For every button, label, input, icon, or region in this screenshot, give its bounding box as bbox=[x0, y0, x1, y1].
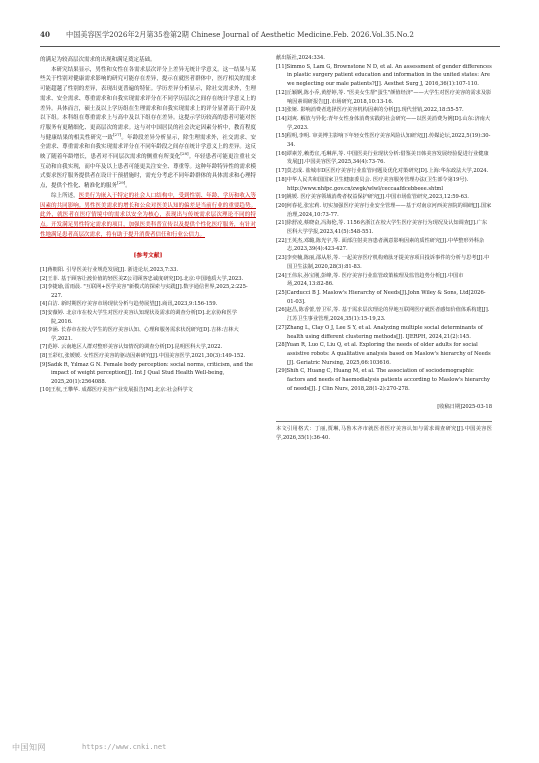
reference-item: [16]谭素芳,赖勇宜,毛琳萍,等. 中国医美行业现状分析:借鉴美日韩美容发展经验促进行业健康发展[J].中国美容医学,2025,34(4):73-76. bbox=[276, 150, 489, 166]
journal-title: 中国美容医学2026年2月第35卷第2期 Chinese Journal of Aesthetic Medicine.Feb. 2026.Vol.35.No.2 bbox=[66, 30, 414, 39]
reference-item: [19]姚媛. 医疗美容领域消费者权益保护研究[J].中国市场监管研究,2023,12:59-63. bbox=[276, 194, 469, 201]
watermark-footer bbox=[12, 742, 532, 756]
reference-item: [25]Carducci B J. Maslow's Hierarchy of Needs[J].John Wiley & Sons, Ltd[2026-01-03]. bbox=[276, 289, 486, 305]
right-column bbox=[276, 54, 492, 442]
received-date: [收稿日期]2025-03-18 bbox=[437, 404, 492, 411]
reference-list-right bbox=[276, 54, 492, 393]
left-column bbox=[40, 56, 256, 395]
reference-item: [10]王杭,王攀华. 成都医疗美容产业发展报告[M].北京:社会科学文 bbox=[40, 387, 193, 394]
reference-item: [6]李涵. 长春市在校大学生的医疗美容认知、心理和服务需求状况研究[D].吉林:吉林大学,2021. bbox=[40, 327, 239, 342]
reference-item: [28]Yuan R, Luo C, Liu Q, et al. Exploring the needs of older adults for social assistive robots: A qualitative analysis based on Maslow's hierarchy of Needs [J]. Geriatric Nursing, 2025,66:103616. bbox=[276, 342, 491, 366]
reference-list-left bbox=[40, 266, 256, 395]
reference-item: 献出版社,2024:334. bbox=[276, 55, 325, 61]
reference-item: [27]Zhang L, Clay O J, Lee S Y, et al. Analyzing multiple social determinants of health using different clustering methods[J]. IJERPH, 2024,21(2):145. bbox=[276, 324, 483, 340]
reference-item: [8]王彩红,张媛媛. 女性医疗美容的驱动因素研究[J].中国美容医学,2021,30(3):149-152. bbox=[40, 353, 246, 359]
citation-28[interactable]: [28] bbox=[180, 151, 189, 157]
reference-item: [1]蒋朝阳. 引导医美行业规范发展[J]. 浙进论坛,2023,7:33. bbox=[40, 267, 179, 274]
reference-item: [9]Sadık R, Yılmaz G N. Female body perception: social norms, criticism, and the impact of weight perception[J]. Int J Qual Stud Health Well-being, 2025,20(1):2564088. bbox=[40, 361, 253, 385]
reference-item: [29]Shih C, Huang C, Huang M, et al. The association of sociodemographic factors and needs of haemodialysis patients according to Maslow's hierarchy of needs[J]. J Clin Nurs, 2018,28(1-2):270-278. bbox=[276, 368, 490, 392]
reference-item: [11]Simmo S, Lam G, Brownstone N D, et al. An assessment of gender differences in plastic surgery patient education and information in the united states: Are we neglecting our male patients?[J]. Aesthet Surg J, 2016,36(1):107-110. bbox=[276, 63, 492, 88]
cnki-url[interactable]: https://www.cnki.net bbox=[82, 743, 167, 751]
references-heading: [参考文献] bbox=[133, 253, 163, 260]
reference-item: [20]何春花,张宏莉. 切实加强医疗美容行业安全管理——基于对南京河西美容院的调研[J].国家治理,2024,10:73-77. bbox=[276, 202, 492, 218]
header-rule bbox=[40, 46, 500, 47]
cnki-logo: 中国知网 bbox=[12, 743, 46, 752]
paragraph-results: 本研究结果显示，男性和女性在各需求层次评分上差异无统计学意义。这一结果与某些关于性别对健康需求影响的研究可能存在差异，提示在就医者群体中，医疗相关的需求可能超越了性别的差异，表现出更普遍的特征。学历差异分析显示，除社交需求外，生理需求、安全需求、尊重需求和自我实现需求评分在不同学历层次之间存在统计学意义上的差异。具体而言，硕士及以上学历组在生理需求和自我实现需求上的评分显著高于高中及以下组。本科组在尊重需求上与高中及以下组存在差异。这提示学历较高的患者可能对医疗服务有更精细化、更高层次的需求。这与对中国居民的社会决定因素分析中，教育程度与健康结果的相关性研究一致[27]。年龄段差异分析显示，除生理需求外，社交需求、安全需求、尊重需求和自我实现需求评分在不同年龄段之间存在统计学意义上的差异。这反映了随着年龄增长，患者对不同层次需求的侧重有所变化[28]。年轻患者可能更注重社交互动和自我实现，而中年及以上患者可能更关注安全、尊重等。这种年龄特异性的需求模式要求医疗服务提供者在设计干预措施时，需充分考虑不同年龄群体的具体需求和心理特点，提供个性化、精准化的服务[29]。 bbox=[40, 66, 256, 190]
reference-item: [12]丘颖婀,陈小乔,黄舒婷,等. "医美女生帮"蛋生"颜值经济"——大学生对医疗美容的需求及影响因素调研报告[J].市场研究,2018,10:13-16. bbox=[276, 89, 492, 105]
reference-item: [17]莫志成. 盐城市D区医疗美容行业监管问题及优化对策研究[D].上海:华东政法大学,2024. bbox=[276, 168, 489, 175]
reference-item: [24]王伟东,孙宝刚,彭峰,等. 医疗美容行业监管政策梳理及监管趋势分析[J].中国市场,2024,13:82-86. bbox=[276, 272, 464, 288]
reference-item: [23]李奕楠,陈丽,邵从彤,等. 一起美容医疗机构殖肽牙提美容项目投诉事件的分析与思考[J].中国卫生法制,2020,28(3):81-83. bbox=[276, 255, 490, 270]
reference-item: [15]程明,李明. 审美博主影响下年轻女性医疗美容风险认知研究[J].传媒论坛,2022,5(19):30-34. bbox=[276, 133, 491, 149]
reference-item: [18]中华人民共和国国家卫生健康委员会. 医疗美容服务管理办法(卫生部令第19号). http://www.nhfpc.gov.cn/zwgk/wlwl/ceccaafdcebbeee.shtml bbox=[276, 176, 469, 192]
reference-item: [26]赵昌,陈香蕾,曾卫军,等. 基于需求层次理论的异地互联网医疗就医者感知价值体系构建[J].江苏卫生事业管理,2024,35(1):15-19,23. bbox=[276, 307, 490, 323]
citation-27[interactable]: [27] bbox=[113, 131, 122, 137]
running-header bbox=[40, 30, 500, 44]
page-number: 40 bbox=[40, 30, 51, 39]
reference-item: [7]范婷. 云南地区人群对整形美容认知情况的调查分析[D].昆明医科大学,2022. bbox=[40, 344, 223, 351]
paragraph-continued: 的满足为较高层次需求的出现和满足奠定基础。 bbox=[40, 57, 156, 63]
paragraph-conclusion: 综上所述，医美行为嵌入于特定的社会人口结构中，受到性别、年龄、学历和收入等因素的共同影响。男性医美需求的增长和公众对医美认知的偏差是当前行业的重要趋势。此外，就医者在医疗情境中的需求以安全为核心，表现出与传统需求层次理论不同的特点。开发满足男性特定需求的项目，加强医美科普宣传以及提供个性化医疗服务，有针对性地满足患者高层次需求，将有助于提升消费者信任和行业公信力。 bbox=[40, 192, 256, 238]
reference-item: [21]徐舒凌,蔡晓奋,冯海伦,等. 1156名浙江在校大学生医疗美容行为现况及认知调查[J].广东医科大学学报,2023,41(5):548-551. bbox=[276, 220, 488, 236]
citation-format: 本文引用格式：丁丽,贾琳,马鲁木齐市就医者医疗美容认知与需求调查研究[J].中国美容医学,2026,35(1):36-40. bbox=[276, 421, 492, 442]
reference-item: [5]安薇婷. 北京市在校大学生对医疗美容认知现状及需求的调查分析[D].北京协和医学院,2016. bbox=[40, 310, 237, 325]
reference-item: [22]王英杰,邓璐,陈光宇,等. 面部注射美容患者满意影响因素的质性研究[J].中华整形外科杂志,2023,39(4):423-427. bbox=[276, 237, 485, 253]
highlighted-conclusion: 医美行为嵌入于特定的社会人口结构中，受到性别、年龄、学历和收入等因素的共同影响。男性医美需求的增长和公众对医美认知的偏差是当前行业的重要趋势。此外，就医者在医疗情境中的需求以安全为核心，表现出与传统需求层次理论不同的特点。开发满足男性特定需求的项目，加强医美科普宣传以及提供个性化医疗服务，有针对性地满足患者高层次需求，将有助于提升消费者信任和行业公信力。 bbox=[40, 192, 256, 238]
reference-item: [13]张娅. 影响消费者选择医疗美容机构因素的分析[J].现代营销,2022,18:55-57. bbox=[276, 107, 464, 114]
citation-29[interactable]: [29] bbox=[117, 180, 126, 186]
reference-item: [14]刘爽. 解放与异化:青年女性身体消费实践的社会研究——以医美消费为例[D].山东:济南大学,2023. bbox=[276, 115, 491, 131]
reference-item: [2]王菲. 基于顾客让渡价值的轻医美Z公司顾客忠诚度研究[D].北京:中国地质大学,2023. bbox=[40, 275, 244, 282]
reference-item: [3]李捷瑜,雷雨晨. "互联网+医学美容"新模式的探索与实践[J].数字通信世界,2025,2:225-227. bbox=[40, 284, 248, 299]
reference-item: [4]白洁. 新时期医疗美容市场现状分析与趋势展望[J].商讯,2023,9:156-159. bbox=[40, 301, 218, 308]
